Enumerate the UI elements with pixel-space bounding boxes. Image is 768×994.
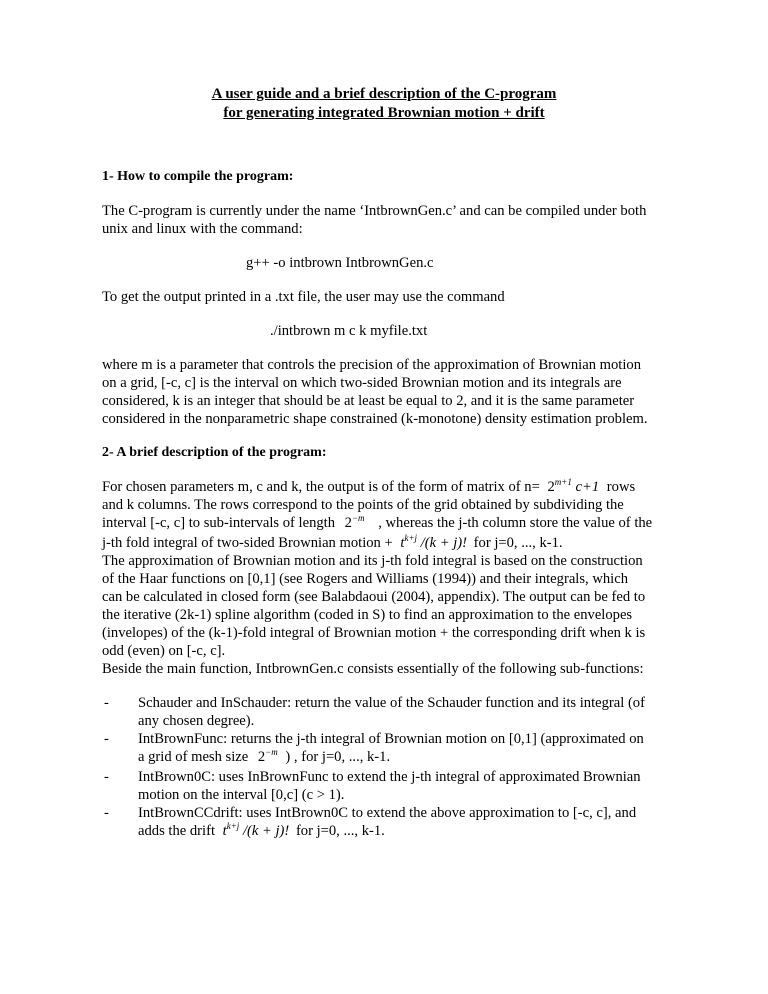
run-command: ./intbrown m c k myfile.txt [270, 323, 428, 339]
math-term: c+1 [575, 479, 600, 495]
section-1-paragraph-line: considered, k is an integer that should be at least be equal to 2, and it is the same parameter [102, 393, 635, 409]
section-1-paragraph-line: The C-program is currently under the name ‘IntbrownGen.c’ and can be compiled under both [102, 203, 647, 219]
math-base: 2 [547, 479, 555, 495]
text-run: for j=0, ..., k-1. [473, 535, 563, 551]
math-exponent: k+j [404, 533, 418, 543]
list-item-line [138, 748, 678, 766]
math-exponent: −m [351, 513, 365, 523]
math-denominator: /(k + j)! [420, 535, 468, 551]
text-run: j-th fold integral of two-sided Brownian motion + [102, 535, 393, 551]
section-2-paragraph-line [102, 478, 672, 496]
section-2-paragraph-line: can be calculated in closed form (see Balabdaoui (2004), appendix). The output can be fed to [102, 589, 646, 605]
list-item-line: IntBrown0C: uses InBrownFunc to extend the j-th integral of approximated Brownian [138, 769, 641, 785]
section-2-paragraph-line: and k columns. The rows correspond to the points of the grid obtained by subdividing the [102, 497, 624, 513]
section-1-paragraph-line: considered in the nonparametric shape constrained (k-monotone) density estimation problem. [102, 411, 648, 427]
text-run: For chosen parameters m, c and k, the output is of the form of matrix of n= [102, 479, 540, 495]
section-1-paragraph-line: on a grid, [-c, c] is the interval on which two-sided Brownian motion and its integrals are [102, 375, 622, 391]
math-variable: t [222, 823, 227, 839]
math-base: 2 [344, 515, 352, 531]
section-2-paragraph-line: Beside the main function, IntbrownGen.c consists essentially of the following sub-functions: [102, 661, 644, 677]
document-title-line-2: for generating integrated Brownian motion + drift [223, 105, 545, 121]
section-2-paragraph-line [102, 534, 672, 552]
list-item-line [138, 822, 678, 840]
list-item-line: motion on the interval [0,c] (c > 1). [138, 787, 345, 803]
section-2-paragraph-line: The approximation of Brownian motion and its j-th fold integral is based on the construction [102, 553, 643, 569]
text-run: , whereas the j-th column store the value of the [378, 515, 653, 531]
section-2-paragraph-line: the iterative (2k-1) spline algorithm (coded in S) to find an approximation to the envelopes [102, 607, 633, 623]
mesh-formula [345, 515, 369, 531]
section-2-heading: 2- A brief description of the program: [102, 445, 327, 460]
drift-formula [223, 823, 293, 839]
section-2-paragraph-line: of the Haar functions on [0,1] (see Rogers and Williams (1994)) and their integrals, which [102, 571, 628, 587]
math-exponent: k+j [226, 821, 240, 831]
text-run: rows [606, 479, 636, 495]
section-1-paragraph-line: where m is a parameter that controls the precision of the approximation of Brownian motion [102, 357, 642, 373]
text-run: adds the drift [138, 823, 216, 839]
math-variable: t [400, 535, 405, 551]
math-exponent: −m [265, 747, 278, 757]
math-exponent: m+1 [554, 477, 572, 487]
document-title-line-1: A user guide and a brief description of the C-program [211, 86, 557, 102]
list-item-line: Schauder and InSchauder: return the value of the Schauder function and its integral (of [138, 695, 645, 711]
math-denominator: /(k + j)! [242, 823, 290, 839]
section-2-paragraph-line: (invelopes) of the (k-1)-fold integral of Brownian motion + the corresponding drift when k is [102, 625, 646, 641]
drift-formula [400, 535, 470, 551]
section-1-heading: 1- How to compile the program: [102, 169, 294, 184]
section-1-paragraph-line: To get the output printed in a .txt file, the user may use the command [102, 289, 505, 305]
mesh-formula [258, 749, 282, 765]
list-bullet: - [104, 805, 109, 821]
text-run: interval [-c, c] to sub-intervals of length [102, 515, 336, 531]
list-item-line: IntBrownFunc: returns the j-th integral of Brownian motion on [0,1] (approximated on [138, 731, 644, 747]
list-item-line: any chosen degree). [138, 713, 255, 729]
section-2-paragraph-line: odd (even) on [-c, c]. [102, 643, 226, 659]
section-1-paragraph-line: unix and linux with the command: [102, 221, 303, 237]
text-run: ) , for j=0, ..., k-1. [285, 749, 391, 765]
text-run: for j=0, ..., k-1. [295, 823, 385, 839]
list-bullet: - [104, 769, 109, 785]
text-run: a grid of mesh size [138, 749, 249, 765]
list-item-line: IntBrownCCdrift: uses IntBrown0C to extend the above approximation to [-c, c], and [138, 805, 637, 821]
rows-formula [547, 479, 602, 495]
list-bullet: - [104, 731, 109, 747]
compile-command: g++ -o intbrown IntbrownGen.c [246, 255, 434, 271]
math-base: 2 [257, 749, 266, 765]
list-bullet: - [104, 695, 109, 711]
section-2-paragraph-line [102, 514, 672, 532]
